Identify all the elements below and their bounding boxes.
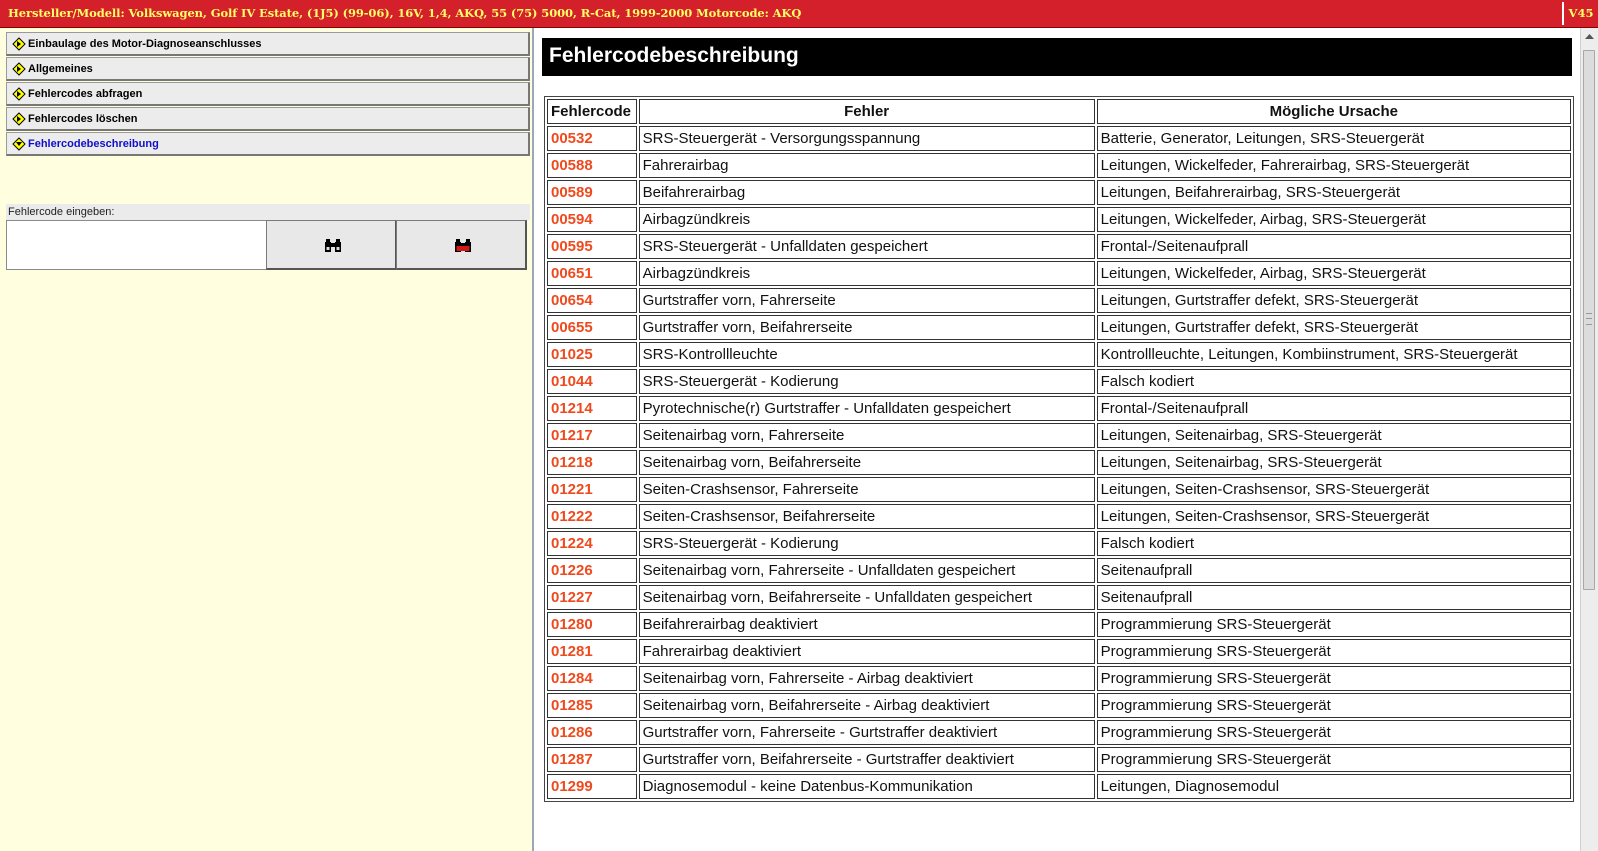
fault-description: Seitenairbag vorn, Fahrerseite - Airbag deaktiviert (639, 666, 1095, 691)
possible-cause: Frontal-/Seitenaufprall (1097, 396, 1571, 421)
possible-cause: Seitenaufprall (1097, 558, 1571, 583)
table-header-row (547, 99, 1571, 124)
content-panel (534, 28, 1580, 851)
diamond-arrow-icon (12, 37, 26, 51)
table-row (547, 774, 1571, 799)
possible-cause: Frontal-/Seitenaufprall (1097, 234, 1571, 259)
fault-description: Seitenairbag vorn, Fahrerseite (639, 423, 1095, 448)
possible-cause: Programmierung SRS-Steuergerät (1097, 720, 1571, 745)
nav-item-label: Fehlercodes abfragen (28, 88, 143, 100)
title-bar (0, 0, 1598, 28)
fault-code: 00594 (547, 207, 637, 232)
fault-description: Beifahrerairbag deaktiviert (639, 612, 1095, 637)
fault-code: 01217 (547, 423, 637, 448)
fault-description: Seiten-Crashsensor, Fahrerseite (639, 477, 1095, 502)
fault-description: Fahrerairbag deaktiviert (639, 639, 1095, 664)
fault-description: Seitenairbag vorn, Beifahrerseite - Airbag deaktiviert (639, 693, 1095, 718)
possible-cause: Programmierung SRS-Steuergerät (1097, 693, 1571, 718)
table-row (547, 315, 1571, 340)
scroll-grip-icon (1586, 313, 1592, 325)
table-row (547, 666, 1571, 691)
possible-cause: Leitungen, Seitenairbag, SRS-Steuergerät (1097, 423, 1571, 448)
possible-cause: Leitungen, Seiten-Crashsensor, SRS-Steuergerät (1097, 477, 1571, 502)
fault-code: 01224 (547, 531, 637, 556)
fault-description: Airbagzündkreis (639, 207, 1095, 232)
table-row (547, 342, 1571, 367)
fault-description: Seitenairbag vorn, Fahrerseite - Unfalldaten gespeichert (639, 558, 1095, 583)
fault-code: 01221 (547, 477, 637, 502)
nav-item-label: Einbaulage des Motor-Diagnoseanschlusses (28, 38, 262, 50)
possible-cause: Programmierung SRS-Steuergerät (1097, 639, 1571, 664)
possible-cause: Leitungen, Seiten-Crashsensor, SRS-Steuergerät (1097, 504, 1571, 529)
binoculars-icon (324, 236, 342, 254)
fault-description: Seiten-Crashsensor, Beifahrerseite (639, 504, 1095, 529)
nav-item-label: Fehlercodebeschreibung (28, 138, 159, 150)
table-row (547, 504, 1571, 529)
possible-cause: Seitenaufprall (1097, 585, 1571, 610)
fault-code: 00532 (547, 126, 637, 151)
diamond-arrow-icon (12, 87, 26, 101)
fault-description: SRS-Kontrollleuchte (639, 342, 1095, 367)
column-header-code: Fehlercode (547, 99, 637, 124)
table-row (547, 180, 1571, 205)
fault-code: 01285 (547, 693, 637, 718)
fault-code: 01281 (547, 639, 637, 664)
fault-code: 01287 (547, 747, 637, 772)
vehicle-title: Hersteller/Modell: Volkswagen, Golf IV Estate, (1J5) (99-06), 16V, 1,4, AKQ, 55 (75) 5000, R-Cat, 1999-2000 Motorcode: AKQ (8, 6, 802, 20)
possible-cause: Leitungen, Seitenairbag, SRS-Steuergerät (1097, 450, 1571, 475)
fault-code: 01286 (547, 720, 637, 745)
possible-cause: Batterie, Generator, Leitungen, SRS-Steuergerät (1097, 126, 1571, 151)
table-row (547, 531, 1571, 556)
possible-cause: Leitungen, Beifahrerairbag, SRS-Steuergerät (1097, 180, 1571, 205)
fault-code: 01222 (547, 504, 637, 529)
table-row (547, 396, 1571, 421)
table-row (547, 477, 1571, 502)
possible-cause: Leitungen, Wickelfeder, Fahrerairbag, SRS-Steuergerät (1097, 153, 1571, 178)
fault-code: 00654 (547, 288, 637, 313)
table-row (547, 450, 1571, 475)
fault-description: Airbagzündkreis (639, 261, 1095, 286)
fault-description: Gurtstraffer vorn, Beifahrerseite - Gurtstraffer deaktiviert (639, 747, 1095, 772)
table-row (547, 423, 1571, 448)
table-row (547, 153, 1571, 178)
nav-item-einbaulage[interactable] (6, 32, 530, 56)
fault-description: Gurtstraffer vorn, Fahrerseite (639, 288, 1095, 313)
fault-description: SRS-Steuergerät - Kodierung (639, 531, 1095, 556)
possible-cause: Programmierung SRS-Steuergerät (1097, 747, 1571, 772)
table-row (547, 612, 1571, 637)
possible-cause: Kontrollleuchte, Leitungen, Kombiinstrument, SRS-Steuergerät (1097, 342, 1571, 367)
fault-description: Fahrerairbag (639, 153, 1095, 178)
diamond-arrow-icon (12, 62, 26, 76)
possible-cause: Leitungen, Wickelfeder, Airbag, SRS-Steuergerät (1097, 261, 1571, 286)
page-title: Fehlercodebeschreibung (542, 38, 1572, 76)
column-header-fault: Fehler (639, 99, 1095, 124)
fault-code: 00589 (547, 180, 637, 205)
table-row (547, 207, 1571, 232)
fault-code: 01227 (547, 585, 637, 610)
nav-item-label: Fehlercodes löschen (28, 113, 138, 125)
nav-item-label: Allgemeines (28, 63, 93, 75)
fault-description: Gurtstraffer vorn, Fahrerseite - Gurtstraffer deaktiviert (639, 720, 1095, 745)
table-row (547, 288, 1571, 313)
fault-description: Beifahrerairbag (639, 180, 1095, 205)
search-label: Fehlercode eingeben: (6, 204, 530, 220)
diamond-down-arrow-icon (12, 137, 26, 151)
table-row (547, 369, 1571, 394)
clear-search-icon (454, 236, 472, 254)
nav-item-fehlercodes-loeschen[interactable] (6, 107, 530, 131)
fault-code: 01214 (547, 396, 637, 421)
fault-code: 00655 (547, 315, 637, 340)
table-row (547, 261, 1571, 286)
version-badge: V45 (1562, 2, 1598, 25)
nav-item-allgemeines[interactable] (6, 57, 530, 81)
nav-item-fehlercodebeschreibung[interactable] (6, 132, 530, 156)
possible-cause: Leitungen, Gurtstraffer defekt, SRS-Steuergerät (1097, 315, 1571, 340)
possible-cause: Leitungen, Gurtstraffer defekt, SRS-Steuergerät (1097, 288, 1571, 313)
fault-code: 01280 (547, 612, 637, 637)
scroll-thumb[interactable] (1583, 50, 1595, 590)
fault-code: 01226 (547, 558, 637, 583)
possible-cause: Leitungen, Diagnosemodul (1097, 774, 1571, 799)
possible-cause: Programmierung SRS-Steuergerät (1097, 666, 1571, 691)
table-row (547, 747, 1571, 772)
fault-description: SRS-Steuergerät - Unfalldaten gespeichert (639, 234, 1095, 259)
find-button[interactable] (266, 220, 397, 270)
fault-code: 01218 (547, 450, 637, 475)
fault-code: 01044 (547, 369, 637, 394)
table-row (547, 639, 1571, 664)
nav-item-fehlercodes-abfragen[interactable] (6, 82, 530, 106)
fault-description: Seitenairbag vorn, Beifahrerseite (639, 450, 1095, 475)
table-row (547, 558, 1571, 583)
table-row (547, 234, 1571, 259)
fault-code: 00651 (547, 261, 637, 286)
table-row (547, 126, 1571, 151)
left-panel (0, 28, 532, 851)
possible-cause: Programmierung SRS-Steuergerät (1097, 612, 1571, 637)
fault-code: 01284 (547, 666, 637, 691)
fault-code-input[interactable] (6, 220, 267, 270)
fault-code-table (544, 96, 1574, 802)
column-header-cause: Mögliche Ursache (1097, 99, 1571, 124)
vertical-scrollbar[interactable] (1580, 28, 1598, 851)
possible-cause: Falsch kodiert (1097, 531, 1571, 556)
fault-description: Diagnosemodul - keine Datenbus-Kommunikation (639, 774, 1095, 799)
fault-description: SRS-Steuergerät - Kodierung (639, 369, 1095, 394)
table-row (547, 693, 1571, 718)
possible-cause: Falsch kodiert (1097, 369, 1571, 394)
fault-code: 01299 (547, 774, 637, 799)
fault-description: Pyrotechnische(r) Gurtstraffer - Unfalldaten gespeichert (639, 396, 1095, 421)
table-row (547, 720, 1571, 745)
fault-code: 00588 (547, 153, 637, 178)
table-row (547, 585, 1571, 610)
scroll-up-arrow-icon[interactable] (1581, 28, 1598, 45)
fault-description: Seitenairbag vorn, Beifahrerseite - Unfalldaten gespeichert (639, 585, 1095, 610)
fault-description: Gurtstraffer vorn, Beifahrerseite (639, 315, 1095, 340)
fault-code: 01025 (547, 342, 637, 367)
fault-code: 00595 (547, 234, 637, 259)
fault-description: SRS-Steuergerät - Versorgungsspannung (639, 126, 1095, 151)
possible-cause: Leitungen, Wickelfeder, Airbag, SRS-Steuergerät (1097, 207, 1571, 232)
clear-search-button[interactable] (396, 220, 527, 270)
diamond-arrow-icon (12, 112, 26, 126)
